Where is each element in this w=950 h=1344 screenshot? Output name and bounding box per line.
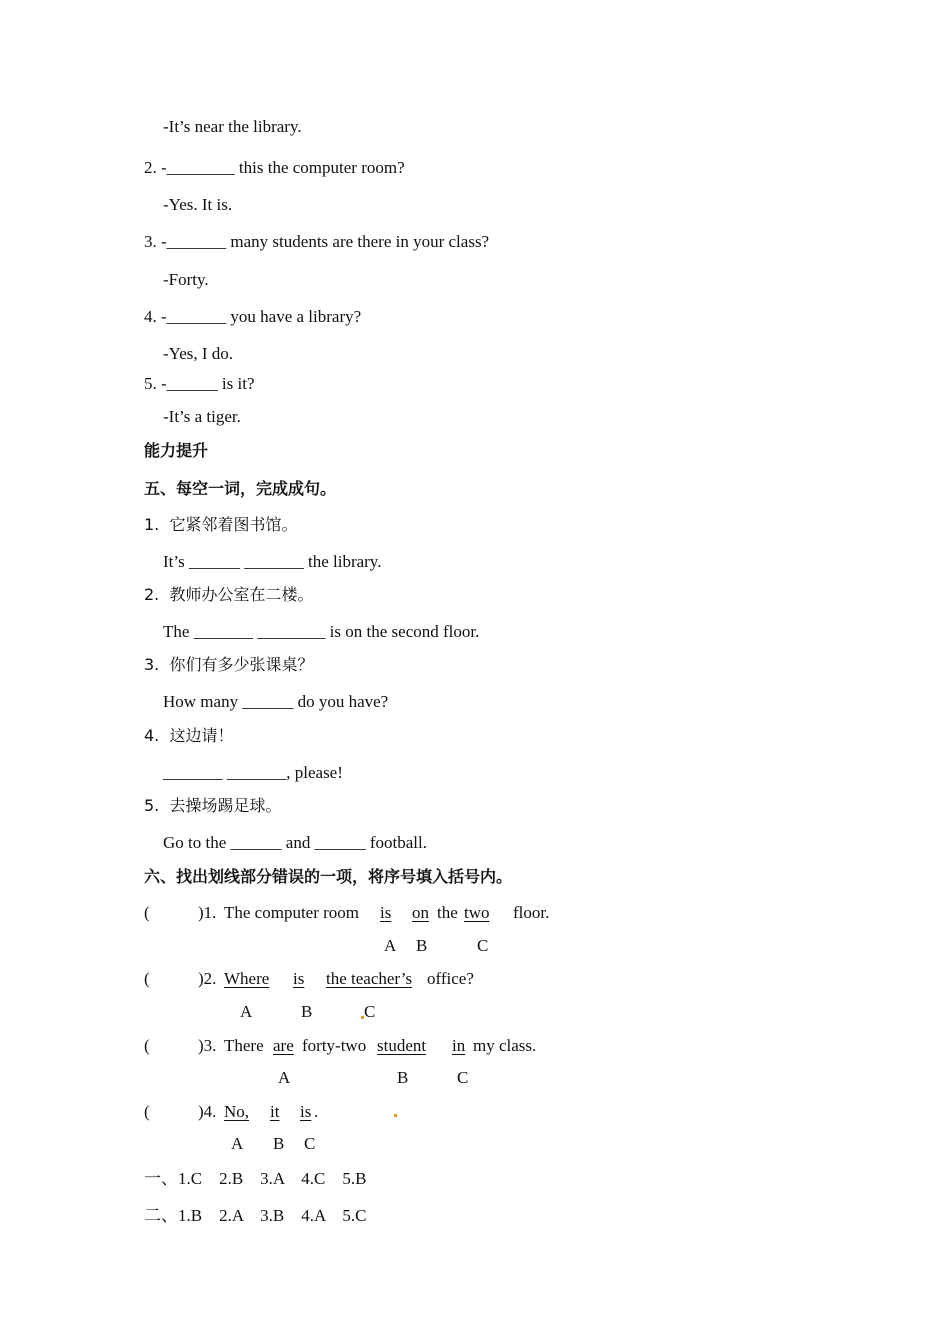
section6-q1-option-a: is	[380, 903, 392, 922]
section5-item-4-cn: 4. 这边请！	[144, 726, 234, 745]
question-line-3: 3. -_______ many students are there in your class?	[144, 232, 490, 251]
section5-item-3-cn: 3. 你们有多少张课桌？	[144, 655, 314, 674]
section6-q4-text: .	[314, 1102, 319, 1121]
section6-q3-text: There	[224, 1036, 264, 1055]
ability-heading: 能力提升	[144, 441, 209, 460]
section6-q4-number: )4.	[198, 1102, 217, 1121]
section6-q2-paren: (	[144, 969, 150, 988]
section6-q2-text: office?	[427, 969, 474, 988]
section6-q2-option-b: is	[293, 969, 305, 988]
answer-line-2: -Yes. It is.	[163, 195, 233, 214]
section6-q4-label-c: C	[304, 1134, 316, 1153]
section6-q3-option-b: student	[377, 1036, 427, 1055]
answer-line-3: -Forty.	[163, 270, 209, 289]
section5-item-2-en: The _______ ________ is on the second floor.	[163, 622, 480, 641]
answer-line-1: -It’s near the library.	[163, 117, 302, 136]
section6-q2-option-c: the teacher’s	[326, 969, 413, 988]
section6-q3-label-b: B	[397, 1068, 409, 1087]
answer-key-line-1: 一、1.C 2.B 3.A 4.C 5.B	[144, 1169, 367, 1188]
section6-q2-label-a: A	[240, 1002, 253, 1021]
section5-item-1-en: It’s ______ _______ the library.	[163, 552, 382, 571]
section6-q2-label-c: C	[364, 1002, 376, 1021]
section5-item-5-cn: 5. 去操场踢足球。	[144, 796, 282, 815]
section6-q3-text: my class.	[473, 1036, 537, 1055]
section5-item-3-en: How many ______ do you have?	[163, 692, 389, 711]
section5-item-1-cn: 1. 它紧邻着图书馆。	[144, 515, 298, 534]
section6-q4-option-c: is	[300, 1102, 312, 1121]
yellow-dot-mark	[394, 1114, 397, 1117]
section6-q1-text: floor.	[513, 903, 550, 922]
answer-line-5: -It’s a tiger.	[163, 407, 241, 426]
section6-q1-option-c: two	[464, 903, 490, 922]
question-line-4: 4. -_______ you have a library?	[144, 307, 362, 326]
answer-key-line-2: 二、1.B 2.A 3.B 4.A 5.C	[144, 1206, 367, 1225]
section6-q1-label-b: B	[416, 936, 428, 955]
section5-item-4-en: _______ _______, please!	[163, 763, 343, 782]
answer-line-4: -Yes, I do.	[163, 344, 234, 363]
section6-q4-label-b: B	[273, 1134, 285, 1153]
question-line-2: 2. -________ this the computer room?	[144, 158, 405, 177]
section6-q1-option-b: on	[412, 903, 429, 922]
question-line-5: 5. -______ is it?	[144, 374, 255, 393]
section5-heading: 五、每空一词，完成成句。	[144, 479, 337, 498]
section6-q4-paren: (	[144, 1102, 150, 1121]
section5-item-5-en: Go to the ______ and ______ football.	[163, 833, 427, 852]
section6-q3-label-a: A	[278, 1068, 291, 1087]
yellow-dot-mark	[361, 1016, 364, 1019]
section6-heading: 六、找出划线部分错误的一项，将序号填入括号内。	[144, 867, 513, 886]
section6-q2-number: )2.	[198, 969, 217, 988]
section6-q3-text: forty-two	[302, 1036, 367, 1055]
section6-q1-text: The computer room	[224, 903, 360, 922]
section6-q4-label-a: A	[231, 1134, 244, 1153]
section6-q1-paren: (	[144, 903, 150, 922]
section6-q3-paren: (	[144, 1036, 150, 1055]
section6-q2-label-b: B	[301, 1002, 313, 1021]
section6-q4-option-a: No,	[224, 1102, 250, 1121]
section6-q1-text: the	[437, 903, 458, 922]
section6-q1-label-a: A	[384, 936, 397, 955]
section6-q3-option-c: in	[452, 1036, 466, 1055]
section6-q3-number: )3.	[198, 1036, 217, 1055]
section6-q2-option-a: Where	[224, 969, 270, 988]
section6-q3-label-c: C	[457, 1068, 469, 1087]
section6-q3-option-a: are	[273, 1036, 294, 1055]
section6-q1-number: )1.	[198, 903, 217, 922]
section5-item-2-cn: 2. 教师办公室在二楼。	[144, 585, 314, 604]
section6-q1-label-c: C	[477, 936, 489, 955]
section6-q4-option-b: it	[270, 1102, 280, 1121]
